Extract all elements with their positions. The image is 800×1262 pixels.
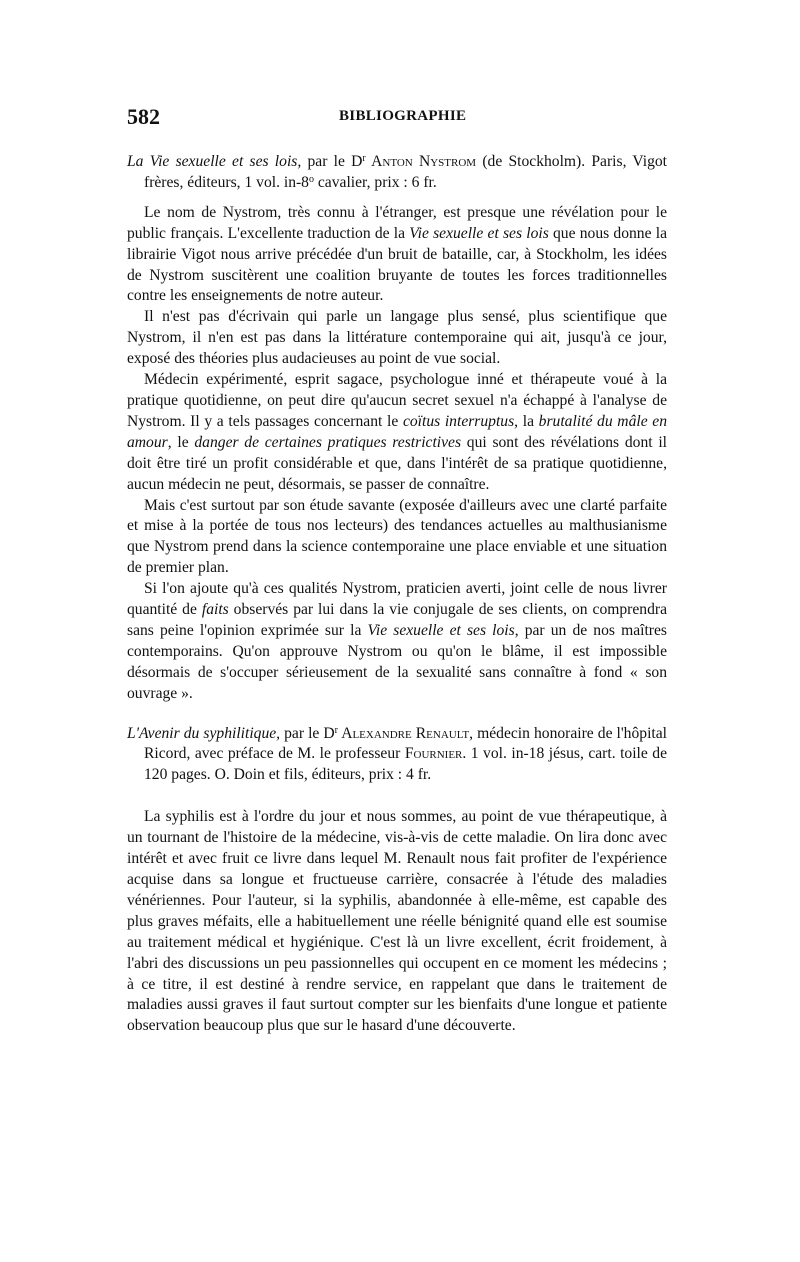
author-name: Alexandre Renault [338,724,470,742]
review-paragraph: La syphilis est à l'ordre du jour et nous sommes, au point de vue thérapeutique, à un tournant de l'histoire de la médecine, vis-à-vis de cette maladie. On lira donc avec intérêt et avec fruit ce livre dans lequel M. Renault nous fait profiter de l'expérience acquise dans sa longue et fructueuse carrière, consacrée à l'étude des maladies vénériennes. Pour l'auteur, si la syphilis, abandonnée à elle-même, est capable des plus graves méfaits, elle a habituellement une réelle bénignité quand elle est soumise au traitement médical et hygiénique. C'est là un livre excellent, écrit froidement, à l'abri des discussions un peu passionnelles qui occupent en ce moment les médecins ; à ce titre, il est destiné à rendre service, en rappelant que dans le traitement de maladies aussi graves il faut surtout compter sur les bienfaits d'une longue et patiente observation beaucoup plus que sur le hasard d'une découverte. [127,808,667,1035]
page-content [127,152,667,1037]
review-paragraph: Médecin expérimenté, esprit sagace, psychologue inné et thérapeute voué à la pratique quotidienne, on peut dire qu'aucun secret sexuel n'a échappé à l'analyse de Nystrom. Il y a tels passages concernant le coïtus interruptus, la brutalité du mâle en amour, le danger de certaines pratiques restrictives qui sont des révélations dont il doit être tiré un profit considérable et que, dans l'intérêt de sa pratique quotidienne, aucun médecin ne peut, désormais, se passer de connaître. [127,371,668,493]
book-title: La Vie sexuelle et ses lois, [127,153,302,170]
review-paragraph: Il n'est pas d'écrivain qui parle un langage plus sensé, plus scientifique que Nystrom, il n'en est pas dans la littérature contemporaine qui ait, jusqu'à ce jour, exposé des théories plus audacieuses au point de vue social. [127,308,667,368]
preface-author: Fournier [404,745,463,763]
page-header [127,104,667,134]
entry-renault-citation: L'Avenir du syphilitique, par le $D^r$ Alexandre Renault, médecin honoraire de l'hôpital Ricord, avec préface de M. le professeur Fournier. 1 vol. in-18 jésus, cart. toile de 120 pages. O. Doin et fils, éditeurs, prix : 4 fr. [127,724,667,784]
running-title: BIBLIOGRAPHIE [339,108,467,124]
review-paragraph: Le nom de Nystrom, très connu à l'étranger, est presque une révélation pour le public français. L'excellente traduction de la Vie sexuelle et ses lois que nous donne la librairie Vigot nous arrive précédée d'un bruit de bataille, car, à Stockholm, les idées de Nystrom suscitèrent une coalition bruyante de toutes les forces traditionnelles contre les enseignements de notre auteur. [127,203,667,305]
review-paragraph: Si l'on ajoute qu'à ces qualités Nystrom, praticien averti, joint celle de nous livrer quantité de faits observés par lui dans la vie conjugale de ses clients, on comprendra sans peine l'opinion exprimée sur la Vie sexuelle et ses lois, par un de nos maîtres contemporains. Qu'on approuve Nystrom ou qu'on le blâme, il est impossible désormais de s'occuper sérieusement de la sexualité sans connaître à fond « son ouvrage ». [127,580,667,702]
author-name: Anton Nystrom [365,153,477,170]
entry-nystrom-citation: La Vie sexuelle et ses lois, par le $D^r$ Anton Nystrom (de Stockholm). Paris, Vigot frères, éditeurs, 1 vol. in-8$^o$ cavalier, prix : 6 fr. [127,153,668,191]
book-title: L'Avenir du syphilitique, [127,724,281,742]
review-paragraph: Mais c'est surtout par son étude savante (exposée d'ailleurs avec une clarté parfaite et mise à la portée de tous nos lecteurs) des tendances actuelles au malthusianisme que Nystrom prend dans la science contemporaine une place enviable et une situation de premier plan. [127,496,667,577]
page-number: 582 [127,104,160,129]
